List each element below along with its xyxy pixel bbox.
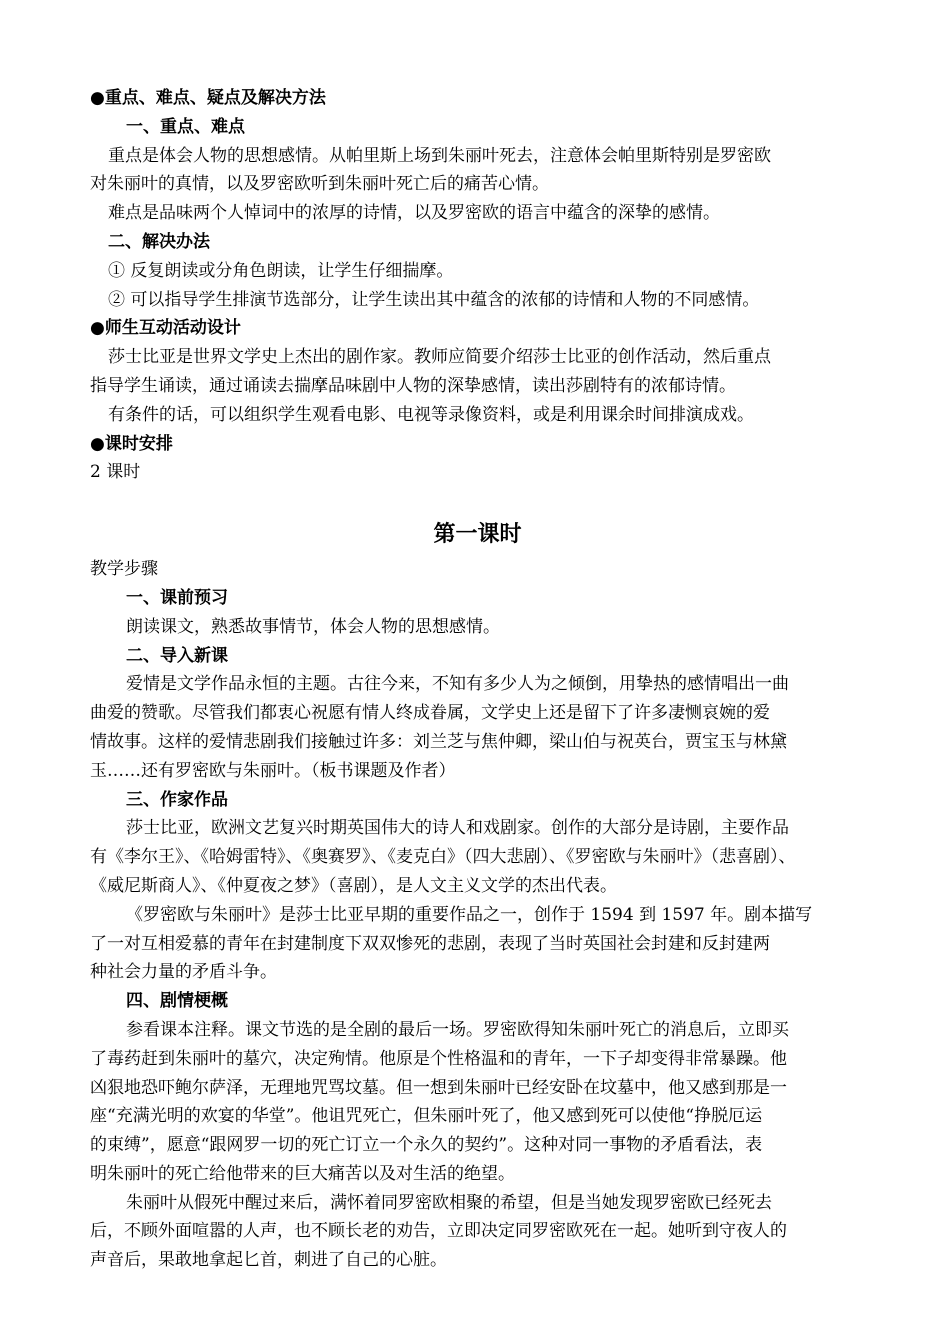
text-line: 参看课本注释。课文节选的是全剧的最后一场。罗密欧得知朱丽叶死亡的消息后，立即买	[126, 1019, 789, 1040]
text-line: 明朱丽叶的死亡给他带来的巨大痛苦以及对生活的绝望。	[90, 1163, 515, 1184]
text-line: 《威尼斯商人》、《仲夏夜之梦》（喜剧），是人文主义文学的杰出代表。	[90, 875, 617, 896]
text-line: 曲爱的赞歌。尽管我们都衷心祝愿有情人终成眷属，文学史上还是留下了许多凄恻哀婉的爱	[90, 703, 770, 724]
section-author-works: 三、作家作品	[126, 789, 228, 810]
text-line: 凶狠地恐吓鲍尔萨泽，无理地咒骂坟墓。但一想到朱丽叶已经安卧在坟墓中，他又感到那是一	[90, 1077, 787, 1098]
method-item-1: ① 反复朗读或分角色朗读，让学生仔细揣摩。	[108, 260, 454, 281]
text-line: 莎士比亚是世界文学史上杰出的剧作家。教师应简要介绍莎士比亚的创作活动，然后重点	[108, 347, 771, 368]
lesson-title: 第一课时	[433, 522, 522, 548]
paragraph-intro	[90, 670, 865, 785]
text-line: 座“充满光明的欢宴的华堂”。他诅咒死亡，但朱丽叶死了，他又感到死可以使他“挣脱厄运	[90, 1106, 763, 1127]
text-line: 《罗密欧与朱丽叶》是莎士比亚早期的重要作品之一，创作于 1594 到 1597 年。剧本描写	[126, 904, 813, 925]
text-line: 指导学生诵读，通过诵读去揣摩品味剧中人物的深挚感情，读出莎剧特有的浓郁诗情。	[90, 375, 736, 396]
text-line: 玉……还有罗密欧与朱丽叶。（板书课题及作者）	[90, 760, 456, 781]
method-item-2: ② 可以指导学生排演节选部分，让学生读出其中蕴含的浓郁的诗情和人物的不同感情。	[108, 289, 760, 310]
text-line: 情故事。这样的爱情悲剧我们接触过许多：刘兰芝与焦仲卿，梁山伯与祝英台，贾宝玉与林黛	[90, 731, 787, 752]
section-preview: 一、课前预习	[126, 587, 228, 608]
paragraph-romeo-juliet	[90, 901, 865, 987]
text-line: 了毒药赶到朱丽叶的墓穴，决定殉情。他原是个性格温和的青年，一下子却变得非常暴躁。他	[90, 1048, 787, 1069]
paragraph-plot-romeo	[90, 1016, 865, 1189]
paragraph-difficult-points: 难点是品味两个人悼词中的浓厚的诗情，以及罗密欧的语言中蕴含的深挚的感情。	[108, 203, 720, 224]
document-page	[90, 84, 865, 1275]
text-line: 种社会力量的矛盾斗争。	[90, 962, 277, 983]
paragraph-interaction	[90, 343, 865, 401]
section-heading-schedule: ●课时安排	[90, 433, 173, 454]
section-heading-interaction: ●师生互动活动设计	[90, 318, 241, 339]
text-line: 对朱丽叶的真情，以及罗密欧听到朱丽叶死亡后的痛苦心情。	[90, 174, 549, 195]
paragraph-conditions: 有条件的话，可以组织学生观看电影、电视等录像资料，或是利用课余时间排演成戏。	[108, 404, 754, 425]
text-line: 爱情是文学作品永恒的主题。古往今来，不知有多少人为之倾倒，用挚热的感情唱出一曲	[126, 674, 789, 695]
text-line: 莎士比亚，欧洲文艺复兴时期英国伟大的诗人和戏剧家。创作的大部分是诗剧，主要作品	[126, 818, 789, 839]
subheading-solutions: 二、解决办法	[108, 231, 210, 252]
section-plot-summary: 四、剧情梗概	[126, 991, 228, 1012]
section-heading-key-points: ●重点、难点、疑点及解决方法	[90, 88, 326, 108]
text-line: 有《李尔王》、《哈姆雷特》、《奥赛罗》、《麦克白》（四大悲剧）、《罗密欧与朱丽叶》（悲喜剧）、	[90, 847, 796, 868]
paragraph-key-points	[90, 142, 865, 200]
text-line: 后，不顾外面喧嚣的人声，也不顾长老的劝告，立即决定同罗密欧死在一起。她听到守夜人的	[90, 1221, 787, 1242]
paragraph-preview: 朗读课文，熟悉故事情节，体会人物的思想感情。	[126, 616, 500, 637]
section-intro: 二、导入新课	[126, 645, 228, 666]
paragraph-shakespeare	[90, 814, 865, 900]
paragraph-plot-juliet	[90, 1189, 865, 1275]
text-line: 重点是体会人物的思想感情。从帕里斯上场到朱丽叶死去，注意体会帕里斯特别是罗密欧	[108, 145, 771, 166]
text-line: 的束缚”，愿意“跟网罗一切的死亡订立一个永久的契约”。这种对同一事物的矛盾看法，表	[90, 1135, 763, 1156]
text-line: 朱丽叶从假死中醒过来后，满怀着同罗密欧相聚的希望，但是当她发现罗密欧已经死去	[126, 1192, 772, 1213]
teaching-steps-label: 教学步骤	[90, 559, 158, 580]
schedule-value: 2 课时	[90, 462, 141, 483]
subheading-key-difficult: 一、重点、难点	[126, 116, 245, 137]
text-line: 了一对互相爱慕的青年在封建制度下双双惨死的悲剧，表现了当时英国社会封建和反封建两	[90, 933, 770, 954]
text-line: 声音后，果敢地拿起匕首，刺进了自己的心脏。	[90, 1250, 447, 1271]
